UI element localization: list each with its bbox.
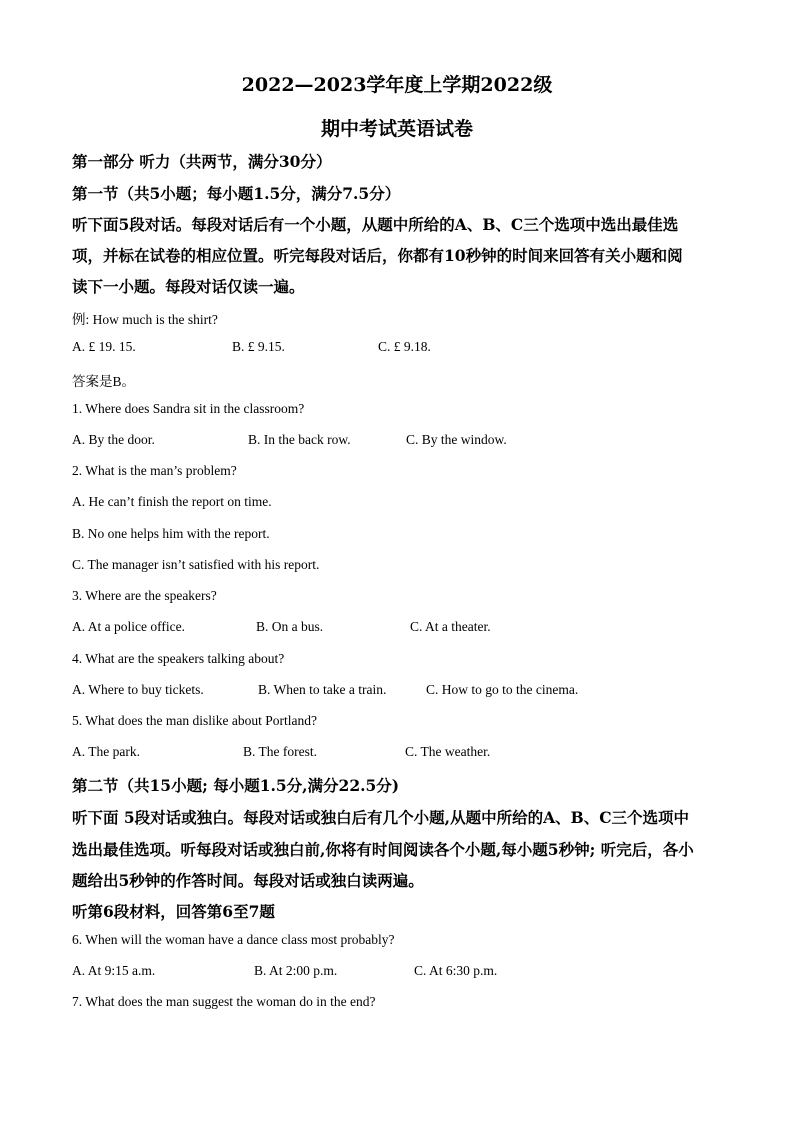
section1-instruction-line: 听下面5段对话。每段对话后有一个小题，从题中所给的A、B、C三个选项中选出最佳选	[72, 215, 679, 234]
section2-instruction-line: 听下面 5段对话或独白。每段对话或独白后有几个小题,从题中所给的A、B、C三个选项中	[72, 808, 690, 827]
question-4-option-a: A. Where to buy tickets.	[72, 682, 204, 697]
question-2: 2. What is the man’s problem?	[72, 463, 237, 478]
section2-instruction-line: 选出最佳选项。听每段对话或独白前,你将有时间阅读各个小题,每小题5秒钟; 听完后，各小	[72, 840, 694, 859]
section1-instruction-line: 项，并标在试卷的相应位置。听完每段对话后，你都有10秒钟的时间来回答有关小题和阅	[72, 246, 683, 265]
question-4: 4. What are the speakers talking about?	[72, 651, 285, 666]
section1-instruction-line: 读下一小题。每段对话仅读一遍。	[72, 277, 305, 296]
question-4-option-c: C. How to go to the cinema.	[426, 682, 579, 697]
question-3-option-b: B. On a bus.	[256, 619, 324, 634]
question-5-option-a: A. The park.	[72, 744, 140, 759]
question-6-option-a: A. At 9:15 a.m.	[72, 963, 156, 978]
question-2-option-b: B. No one helps him with the report.	[72, 526, 270, 541]
question-1: 1. Where does Sandra sit in the classroom?	[72, 401, 305, 416]
question-6: 6. When will the woman have a dance class most probably?	[72, 932, 395, 947]
question-5-option-b: B. The forest.	[243, 744, 317, 759]
example-option-a: A. £ 19. 15.	[72, 339, 136, 354]
part1-heading: 第一部分 听力（共两节，满分30分）	[72, 152, 332, 171]
question-3-option-a: A. At a police office.	[72, 619, 185, 634]
question-3-option-c: C. At a theater.	[410, 619, 491, 634]
question-6-option-c: C. At 6:30 p.m.	[414, 963, 498, 978]
question-1-option-c: C. By the window.	[406, 432, 507, 447]
exam-title-line2: 期中考试英语试卷	[320, 118, 473, 140]
question-4-option-b: B. When to take a train.	[258, 682, 387, 697]
section2-heading: 第二节（共15小题; 每小题1.5分,满分22.5分)	[72, 776, 400, 795]
example-option-c: C. £ 9.18.	[378, 339, 431, 354]
question-6-option-b: B. At 2:00 p.m.	[254, 963, 338, 978]
question-1-option-b: B. In the back row.	[248, 432, 351, 447]
question-3: 3. Where are the speakers?	[72, 588, 217, 603]
section1-heading: 第一节（共5小题；每小题1.5分，满分7.5分）	[72, 184, 401, 203]
question-7: 7. What does the man suggest the woman do in the end?	[72, 994, 376, 1009]
section2-instruction-line: 题给出5秒钟的作答时间。每段对话或独白读两遍。	[72, 871, 424, 890]
material-6-heading: 听第6段材料，回答第6至7题	[72, 902, 275, 921]
example-option-b: B. £ 9.15.	[232, 339, 285, 354]
question-5: 5. What does the man dislike about Portland?	[72, 713, 317, 728]
exam-title-line1: 2022—2023学年度上学期2022级	[241, 74, 553, 96]
example-question: 例: How much is the shirt?	[72, 312, 218, 327]
example-answer: 答案是B。	[72, 374, 136, 389]
question-5-option-c: C. The weather.	[405, 744, 491, 759]
question-1-option-a: A. By the door.	[72, 432, 155, 447]
question-2-option-c: C. The manager isn’t satisfied with his report.	[72, 557, 320, 572]
question-2-option-a: A. He can’t finish the report on time.	[72, 494, 272, 509]
